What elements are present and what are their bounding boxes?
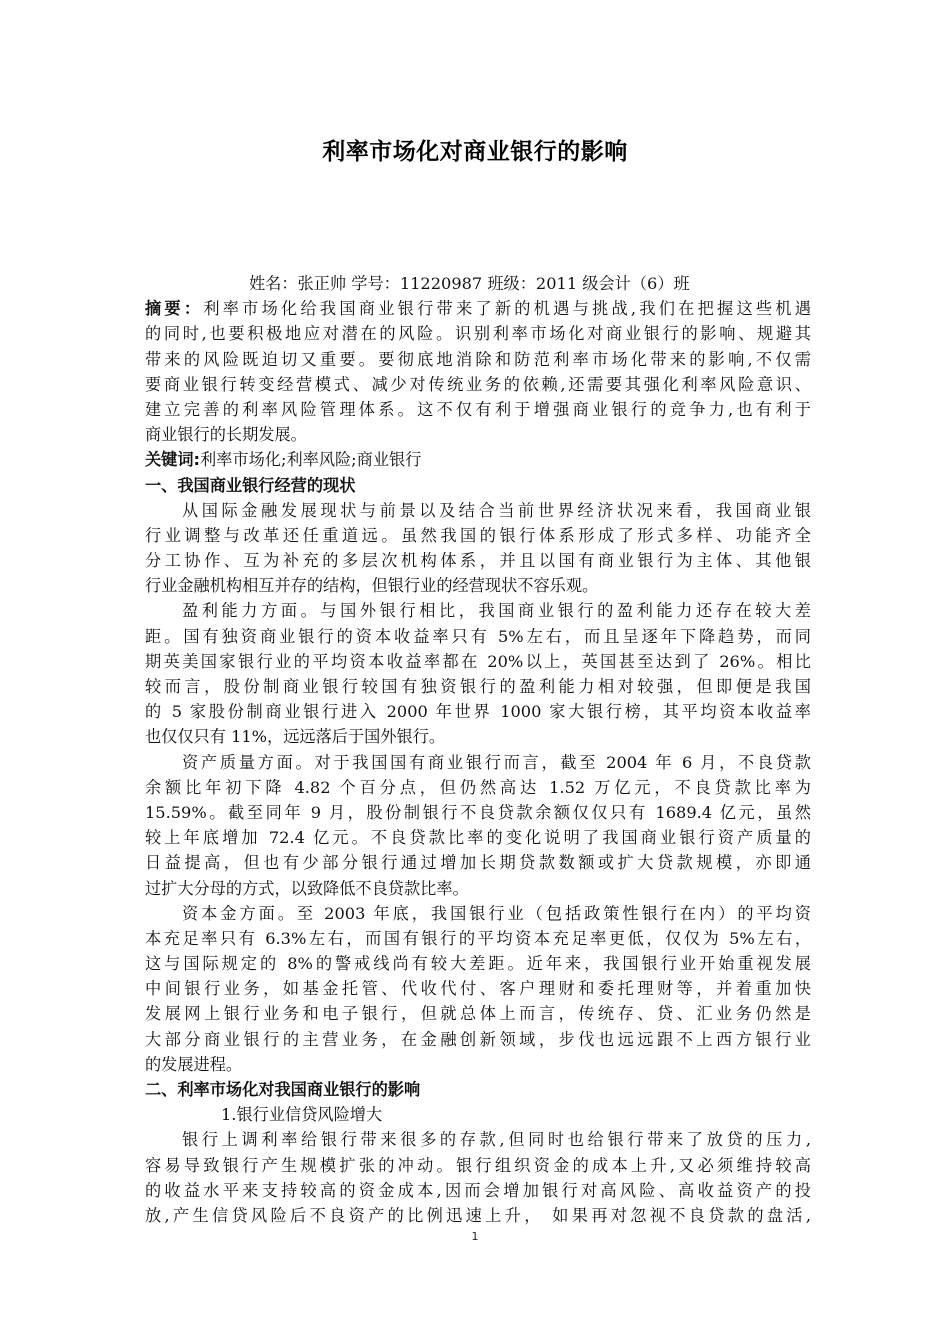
paragraph-line: 中间银行业务，如基金托管、代收代付、客户理财和委托理财等，并着重加快 [145,979,811,999]
paragraph-line: 资产质量方面。对于我国国有商业银行而言，截至 2004 年 6 月，不良贷款 [182,752,811,772]
paragraph-line: 的 5 家股份制商业银行进入 2000 年世界 1000 家大银行榜，其平均资本收益率 [145,702,811,722]
abstract-line: 的同时,也要积极地应对潜在的风险。识别利率市场化对商业银行的影响、规避其 [145,324,811,344]
paragraph-line: 过扩大分母的方式，以致降低不良贷款比率。 [145,878,469,898]
keywords-label: 关键词: [145,450,201,470]
paragraph-line: 较而言，股份制商业银行较国有独资银行的盈利能力相对较强，但即便是我国 [145,677,811,696]
document-title: 利率市场化对商业银行的影响 [322,139,628,165]
paragraph-line: 大部分商业银行的主营业务，在金融创新领域，步伐也远远跟不上西方银行业 [145,1029,811,1049]
section-heading: 二、利率市场化对我国商业银行的影响 [145,1080,421,1099]
author-line: 姓名：张正帅 学号：11220987 班级：2011 级会计（6）班 [249,274,690,293]
paragraph-line: 期英美国家银行业的平均资本收益率都在 20%以上，英国甚至达到了 26%。相比 [145,651,811,671]
paragraph-line: 容易导致银行产生规模扩张的冲动。银行组织资金的成本上升,又必须维持较高 [145,1155,811,1175]
page-number: 1 [471,1230,479,1243]
paragraph-line: 的发展进程。 [145,1054,243,1074]
paragraph-line: 距。国有独资商业银行的资本收益率只有 5%左右，而且呈逐年下降趋势，而同 [145,626,811,646]
paragraph-line: 较上年底增加 72.4 亿元。不良贷款比率的变化说明了我国商业银行资产质量的 [145,828,811,848]
paragraph-line: 行业金融机构相互并存的结构，但银行业的经营现状不容乐观。 [145,576,599,596]
abstract-text: 利率市场化给我国商业银行带来了新的机遇与挑战,我们在把握这些机遇 [203,299,811,319]
abstract-line: 商业银行的长期发展。 [145,425,307,445]
paragraph-line: 也仅仅只有 11%，远远落后于国外银行。 [145,727,446,747]
paragraph-line: 这与国际规定的 8%的警戒线尚有较大差距。近年来，我国银行业开始重视发展 [145,954,811,974]
abstract-line [145,296,811,321]
abstract-line: 带来的风险既迫切又重要。要彻底地消除和防范利率市场化带来的影响,不仅需 [145,349,811,369]
paragraph-line: 盈利能力方面。与国外银行相比，我国商业银行的盈利能力还存在较大差 [182,601,811,621]
paragraph-line: 从国际金融发展现状与前景以及结合当前世界经济状况来看，我国商业银 [182,500,811,520]
paragraph-line: 分工协作、互为补充的多层次机构体系，并且以国有商业银行为主体、其他银 [145,551,811,571]
abstract-label: 摘要： [145,299,204,319]
paragraph-line: 放,产生信贷风险后不良资产的比例迅速上升， 如果再对忽视不良贷款的盘活, [145,1205,811,1225]
subsection-heading: 1.银行业信贷风险增大 [221,1105,383,1125]
paragraph-line: 15.59%。截至同年 9 月，股份制银行不良贷款余额仅仅只有 1689.4 亿元，虽然 [145,802,811,822]
paragraph-line: 的收益水平来支持较高的资金成本,因而会增加银行对高风险、高收益资产的投 [145,1180,811,1200]
document-body [145,271,811,1228]
paragraph-line: 银行上调利率给银行带来很多的存款,但同时也给银行带来了放贷的压力, [182,1130,811,1150]
paragraph-line: 行业调整与改革还任重道远。虽然我国的银行体系形成了形式多样、功能齐全 [145,525,811,545]
section-heading: 一、我国商业银行经营的现状 [145,475,356,495]
abstract-line: 建立完善的利率风险管理体系。这不仅有利于增强商业银行的竞争力,也有利于 [145,399,811,419]
paragraph-line: 发展网上银行业务和电子银行，但就总体上而言，传统存、贷、汇业务仍然是 [145,1004,811,1024]
keywords-text: 利率市场化;利率风险;商业银行 [200,450,422,470]
paragraph-line: 日益提高，但也有少部分银行通过增加长期贷款数额或扩大贷款规模，亦即通 [145,853,811,873]
paragraph-line: 资本金方面。至 2003 年底，我国银行业（包括政策性银行在内）的平均资 [182,903,811,923]
paragraph-line: 本充足率只有 6.3%左右，而国有银行的平均资本充足率更低，仅仅为 5%左右， [145,928,811,948]
paragraph-line: 余额比年初下降 4.82 个百分点，但仍然高达 1.52 万亿元，不良贷款比率为 [145,777,811,797]
keywords-line [145,447,811,472]
abstract-line: 要商业银行转变经营模式、减少对传统业务的依赖,还需要其强化利率风险意识、 [145,374,811,394]
